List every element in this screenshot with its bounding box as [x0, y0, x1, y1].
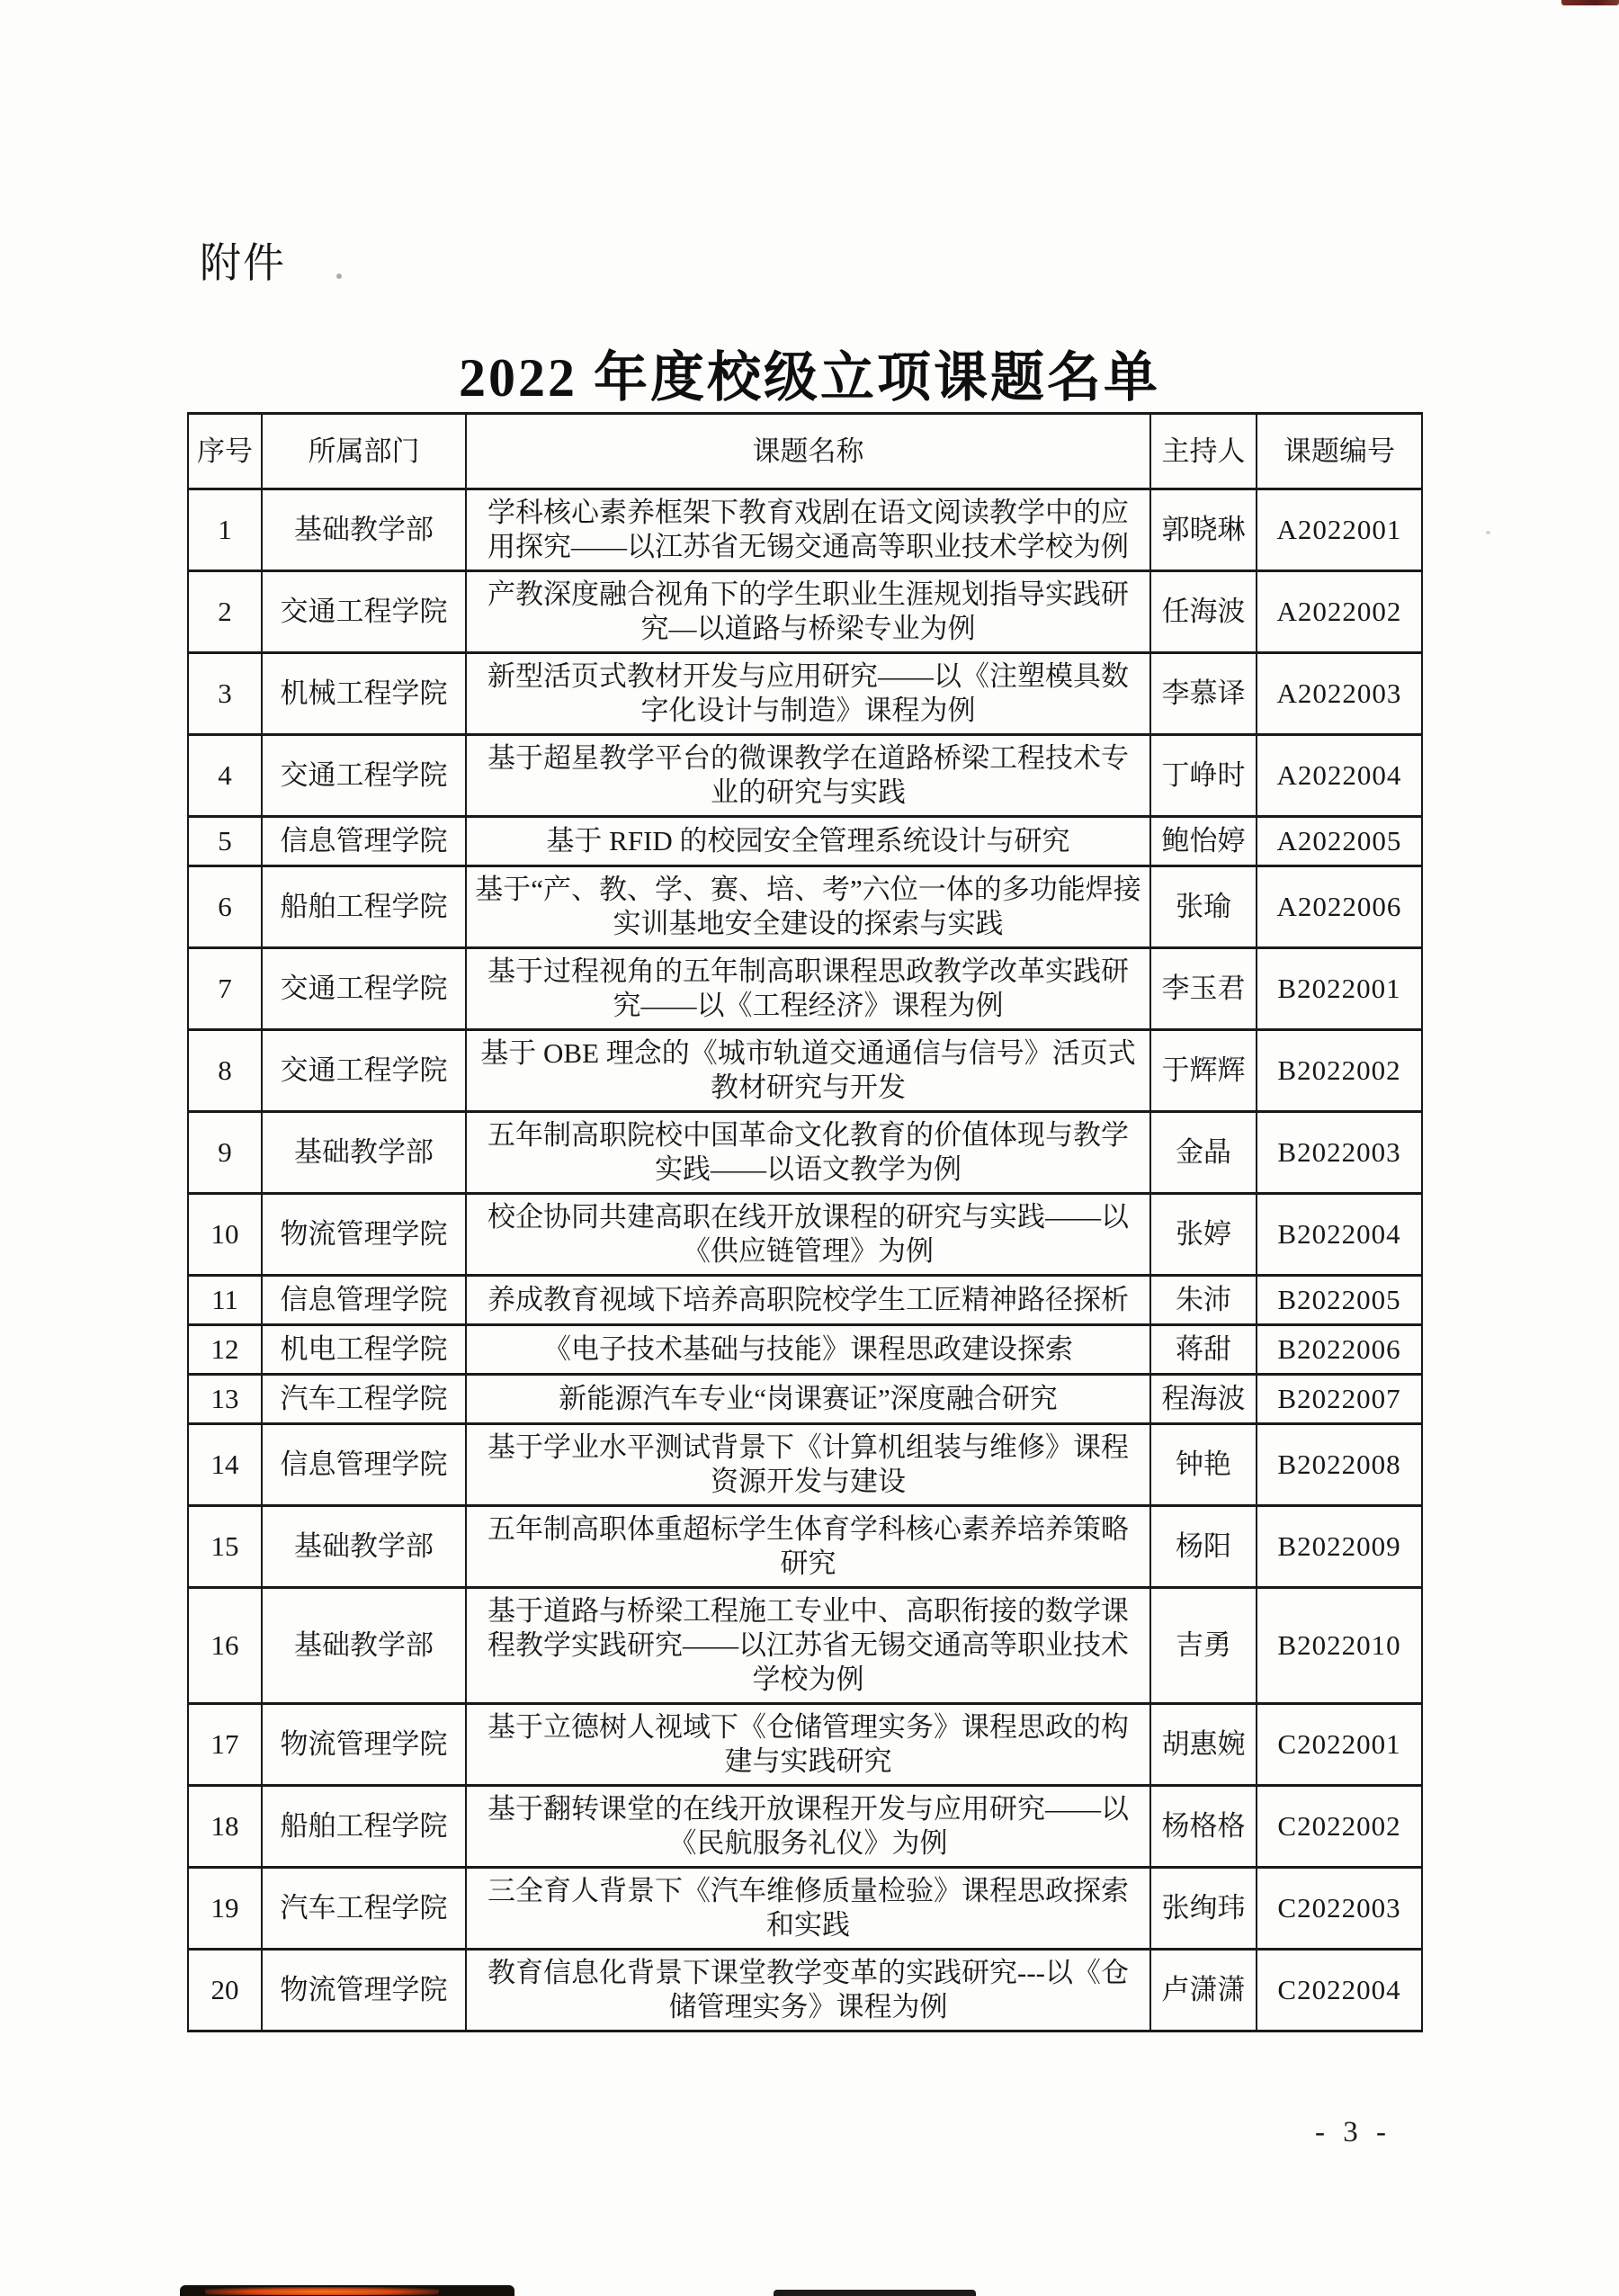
cell-leader: 金晶	[1150, 1112, 1257, 1194]
cell-project-name: 新能源汽车专业“岗课赛证”深度融合研究	[466, 1375, 1150, 1424]
table-row	[188, 1424, 1422, 1506]
cell-project-name: 五年制高职院校中国革命文化教育的价值体现与教学实践——以语文教学为例	[466, 1112, 1150, 1194]
table-row	[188, 1325, 1422, 1375]
table-row	[188, 1868, 1422, 1950]
cell-project-code: A2022004	[1257, 735, 1422, 817]
cell-project-code: B2022001	[1257, 948, 1422, 1030]
cell-project-name: 基于翻转课堂的在线开放课程开发与应用研究——以《民航服务礼仪》为例	[466, 1786, 1150, 1868]
header-department: 所属部门	[262, 414, 466, 489]
cell-department: 船舶工程学院	[262, 1786, 466, 1868]
header-project-code: 课题编号	[1257, 414, 1422, 489]
cell-project-code: C2022003	[1257, 1868, 1422, 1950]
table-row	[188, 1704, 1422, 1786]
table-row	[188, 653, 1422, 735]
cell-project-code: A2022006	[1257, 866, 1422, 948]
table-row	[188, 1030, 1422, 1112]
cell-project-code: B2022007	[1257, 1375, 1422, 1424]
cell-serial-number: 11	[188, 1276, 262, 1325]
table-row	[188, 571, 1422, 653]
cell-serial-number: 9	[188, 1112, 262, 1194]
cell-department: 交通工程学院	[262, 735, 466, 817]
cell-project-name: 基于“产、教、学、赛、培、考”六位一体的多功能焊接实训基地安全建设的探索与实践	[466, 866, 1150, 948]
cell-serial-number: 12	[188, 1325, 262, 1375]
cell-serial-number: 7	[188, 948, 262, 1030]
cell-serial-number: 19	[188, 1868, 262, 1950]
scan-artifact-corner-mark	[1561, 0, 1619, 5]
cell-department: 基础教学部	[262, 1112, 466, 1194]
cell-project-name: 基于立德树人视域下《仓储管理实务》课程思政的构建与实践研究	[466, 1704, 1150, 1786]
cell-department: 信息管理学院	[262, 817, 466, 866]
cell-serial-number: 5	[188, 817, 262, 866]
cell-project-code: B2022002	[1257, 1030, 1422, 1112]
cell-leader: 张绚玮	[1150, 1868, 1257, 1950]
table-row	[188, 817, 1422, 866]
cell-department: 基础教学部	[262, 1506, 466, 1588]
cell-department: 船舶工程学院	[262, 866, 466, 948]
table-row	[188, 735, 1422, 817]
cell-project-name: 产教深度融合视角下的学生职业生涯规划指导实践研究—以道路与桥梁专业为例	[466, 571, 1150, 653]
cell-department: 机电工程学院	[262, 1325, 466, 1375]
cell-leader: 张瑜	[1150, 866, 1257, 948]
header-leader: 主持人	[1150, 414, 1257, 489]
cell-project-code: C2022004	[1257, 1950, 1422, 2031]
cell-project-code: C2022002	[1257, 1786, 1422, 1868]
cell-serial-number: 16	[188, 1588, 262, 1704]
table-row	[188, 1950, 1422, 2031]
cell-leader: 任海波	[1150, 571, 1257, 653]
cell-project-name: 养成教育视域下培养高职院校学生工匠精神路径探析	[466, 1276, 1150, 1325]
cell-project-code: B2022005	[1257, 1276, 1422, 1325]
cell-project-name: 教育信息化背景下课堂教学变革的实践研究---以《仓储管理实务》课程为例	[466, 1950, 1150, 2031]
cell-project-code: C2022001	[1257, 1704, 1422, 1786]
cell-serial-number: 3	[188, 653, 262, 735]
cell-project-code: A2022001	[1257, 489, 1422, 571]
cell-project-name: 基于超星教学平台的微课教学在道路桥梁工程技术专业的研究与实践	[466, 735, 1150, 817]
table-row	[188, 1112, 1422, 1194]
cell-project-code: A2022003	[1257, 653, 1422, 735]
cell-serial-number: 18	[188, 1786, 262, 1868]
cell-project-name: 基于过程视角的五年制高职课程思政教学改革实践研究——以《工程经济》课程为例	[466, 948, 1150, 1030]
table-row	[188, 948, 1422, 1030]
cell-project-code: B2022004	[1257, 1194, 1422, 1276]
attachment-label: 附件	[200, 240, 286, 286]
scan-artifact-bottom-smudge	[180, 2285, 514, 2296]
cell-department: 基础教学部	[262, 1588, 466, 1704]
cell-department: 交通工程学院	[262, 948, 466, 1030]
cell-project-name: 基于 OBE 理念的《城市轨道交通通信与信号》活页式教材研究与开发	[466, 1030, 1150, 1112]
cell-department: 物流管理学院	[262, 1194, 466, 1276]
cell-department: 物流管理学院	[262, 1950, 466, 2031]
table-row	[188, 1786, 1422, 1868]
cell-department: 信息管理学院	[262, 1424, 466, 1506]
cell-project-code: B2022010	[1257, 1588, 1422, 1704]
cell-leader: 钟艳	[1150, 1424, 1257, 1506]
cell-leader: 朱沛	[1150, 1276, 1257, 1325]
cell-department: 机械工程学院	[262, 653, 466, 735]
cell-leader: 张婷	[1150, 1194, 1257, 1276]
table-row	[188, 489, 1422, 571]
projects-table	[187, 412, 1423, 2032]
table-row	[188, 866, 1422, 948]
scan-artifact-bottom-smudge-2	[774, 2290, 976, 2296]
cell-project-code: A2022002	[1257, 571, 1422, 653]
cell-project-code: B2022003	[1257, 1112, 1422, 1194]
cell-serial-number: 1	[188, 489, 262, 571]
table-row	[188, 1375, 1422, 1424]
cell-department: 汽车工程学院	[262, 1868, 466, 1950]
cell-leader: 丁峥时	[1150, 735, 1257, 817]
cell-leader: 于辉辉	[1150, 1030, 1257, 1112]
cell-project-name: 三全育人背景下《汽车维修质量检验》课程思政探索和实践	[466, 1868, 1150, 1950]
cell-leader: 李玉君	[1150, 948, 1257, 1030]
cell-project-name: 新型活页式教材开发与应用研究——以《注塑模具数字化设计与制造》课程为例	[466, 653, 1150, 735]
cell-project-code: B2022009	[1257, 1506, 1422, 1588]
cell-department: 物流管理学院	[262, 1704, 466, 1786]
scan-speck	[1486, 531, 1490, 534]
cell-leader: 杨阳	[1150, 1506, 1257, 1588]
cell-leader: 郭晓琳	[1150, 489, 1257, 571]
cell-serial-number: 2	[188, 571, 262, 653]
cell-leader: 李慕译	[1150, 653, 1257, 735]
cell-serial-number: 15	[188, 1506, 262, 1588]
cell-department: 信息管理学院	[262, 1276, 466, 1325]
table-row	[188, 1194, 1422, 1276]
cell-project-name: 基于学业水平测试背景下《计算机组装与维修》课程资源开发与建设	[466, 1424, 1150, 1506]
cell-project-code: B2022008	[1257, 1424, 1422, 1506]
page-title: 2022 年度校级立项课题名单	[459, 348, 1160, 408]
header-serial-number: 序号	[188, 414, 262, 489]
table-header	[188, 414, 1422, 489]
cell-project-name: 《电子技术基础与技能》课程思政建设探索	[466, 1325, 1150, 1375]
cell-department: 交通工程学院	[262, 1030, 466, 1112]
cell-leader: 吉勇	[1150, 1588, 1257, 1704]
table-row	[188, 1276, 1422, 1325]
cell-project-name: 基于 RFID 的校园安全管理系统设计与研究	[466, 817, 1150, 866]
cell-project-name: 五年制高职体重超标学生体育学科核心素养培养策略研究	[466, 1506, 1150, 1588]
header-project-name: 课题名称	[466, 414, 1150, 489]
cell-leader: 胡惠婉	[1150, 1704, 1257, 1786]
cell-department: 基础教学部	[262, 489, 466, 571]
cell-leader: 鲍怡婷	[1150, 817, 1257, 866]
cell-serial-number: 17	[188, 1704, 262, 1786]
cell-serial-number: 20	[188, 1950, 262, 2031]
cell-serial-number: 6	[188, 866, 262, 948]
cell-serial-number: 10	[188, 1194, 262, 1276]
cell-serial-number: 13	[188, 1375, 262, 1424]
cell-serial-number: 14	[188, 1424, 262, 1506]
cell-leader: 卢潇潇	[1150, 1950, 1257, 2031]
cell-project-code: B2022006	[1257, 1325, 1422, 1375]
table-row	[188, 1588, 1422, 1704]
table-row	[188, 1506, 1422, 1588]
cell-project-code: A2022005	[1257, 817, 1422, 866]
cell-serial-number: 8	[188, 1030, 262, 1112]
cell-project-name: 基于道路与桥梁工程施工专业中、高职衔接的数学课程教学实践研究——以江苏省无锡交通高等职业技术学校为例	[466, 1588, 1150, 1704]
cell-department: 交通工程学院	[262, 571, 466, 653]
page-number: - 3 -	[1315, 2116, 1391, 2148]
cell-leader: 杨格格	[1150, 1786, 1257, 1868]
cell-serial-number: 4	[188, 735, 262, 817]
cell-department: 汽车工程学院	[262, 1375, 466, 1424]
cell-leader: 程海波	[1150, 1375, 1257, 1424]
cell-leader: 蒋甜	[1150, 1325, 1257, 1375]
scan-speck	[336, 274, 342, 279]
cell-project-name: 校企协同共建高职在线开放课程的研究与实践——以《供应链管理》为例	[466, 1194, 1150, 1276]
cell-project-name: 学科核心素养框架下教育戏剧在语文阅读教学中的应用探究——以江苏省无锡交通高等职业技术学校为例	[466, 489, 1150, 571]
table-body	[188, 489, 1422, 2031]
scan-artifact-orange-glow	[205, 2287, 439, 2295]
